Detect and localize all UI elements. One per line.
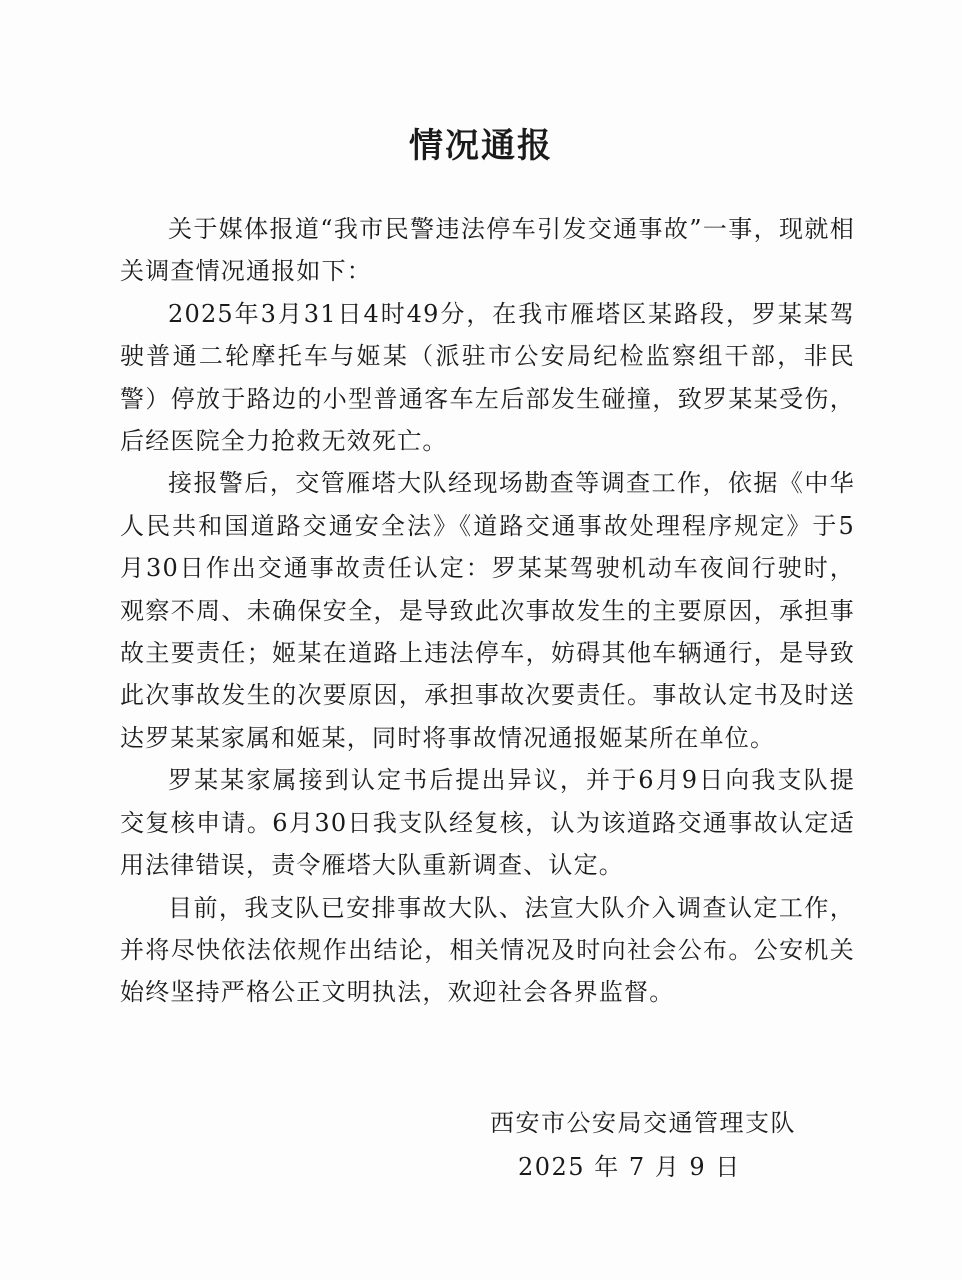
- document-body: [120, 208, 855, 1014]
- paragraph-current-status: 目前，我支队已安排事故大队、法宣大队介入调查认定工作，并将尽快依法依规作出结论，相关情况及时向社会公布。公安机关始终坚持严格公正文明执法，欢迎社会各界监督。: [120, 893, 855, 1007]
- paragraph-responsibility: 接报警后，交管雁塔大队经现场勘查等调查工作，依据《中华人民共和国道路交通安全法》《道路交通事故处理程序规定》于5月30日作出交通事故责任认定：罗某某驾驶机动车夜间行驶时，观察不周、未确保安全，是导致此次事故发生的主要原因，承担事故主要责任；姬某在道路上违法停车，妨碍其他车辆通行，是导致此次事故发生的次要原因，承担事故次要责任。事故认定书及时送达罗某某家属和姬某，同时将事故情况通报姬某所在单位。: [120, 469, 855, 752]
- document-title: 情况通报: [409, 126, 553, 166]
- paragraph-incident: 2025年3月31日4时49分，在我市雁塔区某路段，罗某某驾驶普通二轮摩托车与姬某（派驻市公安局纪检监察组干部，非民警）停放于路边的小型普通客车左后部发生碰撞，致罗某某受伤，后经医院全力抢救无效死亡。: [120, 299, 855, 456]
- paragraph-intro: 关于媒体报道“我市民警违法停车引发交通事故”一事，现就相关调查情况通报如下：: [120, 215, 855, 286]
- issue-date: 2025 年 7 月 9 日: [518, 1153, 741, 1181]
- issuing-organization: 西安市公安局交通管理支队: [490, 1109, 796, 1137]
- signature-block: [490, 1101, 830, 1189]
- paragraph-review: 罗某某家属接到认定书后提出异议，并于6月9日向我支队提交复核申请。6月30日我支队经复核，认为该道路交通事故认定适用法律错误，责令雁塔大队重新调查、认定。: [120, 766, 855, 880]
